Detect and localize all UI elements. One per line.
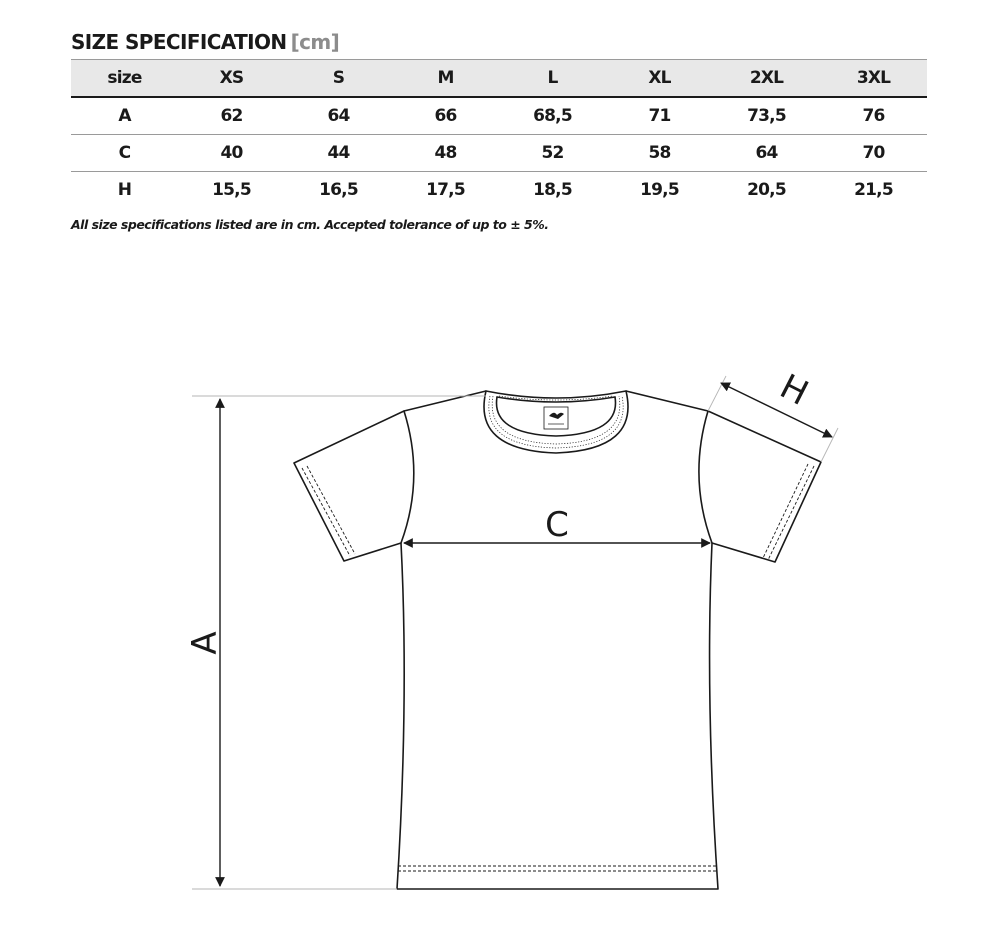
header-cell: XL: [606, 60, 713, 98]
table-cell: 58: [606, 135, 713, 172]
header-cell: 3XL: [820, 60, 927, 98]
table-cell: C: [71, 135, 178, 172]
table-cell: 62: [178, 97, 285, 135]
right-sleeve-stitch: [763, 464, 808, 558]
tolerance-note: All size specifications listed are in cm. Accepted tolerance of up to ± 5%.: [71, 217, 549, 232]
dimension-h-label: H: [773, 366, 815, 414]
header-cell: S: [285, 60, 392, 98]
header-cell: L: [499, 60, 606, 98]
table-cell: 15,5: [212, 180, 251, 200]
table-cell: 68,5: [499, 97, 606, 135]
table-cell: 17,5: [426, 180, 465, 200]
table-cell: 66: [392, 97, 499, 135]
table-cell: 52: [499, 135, 606, 172]
header-cell: 2XL: [713, 60, 820, 98]
header-cell: M: [392, 60, 499, 98]
title-main: SIZE SPECIFICATION: [71, 30, 287, 54]
header-cell: XS: [178, 60, 285, 98]
table-cell: 64: [713, 135, 820, 172]
table-cell: A: [71, 97, 178, 135]
table-cell: 16,5: [319, 180, 358, 200]
table-cell: 19,5: [640, 180, 679, 200]
table-cell: 76: [820, 97, 927, 135]
right-armhole-seam: [699, 411, 712, 543]
left-armhole-seam: [401, 411, 414, 543]
table-cell: 73,5: [713, 97, 820, 135]
table-cell: 18,5: [533, 180, 572, 200]
table-cell: 70: [820, 135, 927, 172]
right-sleeve-stitch: [768, 466, 814, 560]
table-cell: 20,5: [747, 180, 786, 200]
brand-tag-icon: [544, 407, 568, 429]
table-cell: H: [117, 180, 132, 200]
table-cell: 71: [606, 97, 713, 135]
title-unit: [cm]: [290, 30, 340, 54]
table-cell: 64: [285, 97, 392, 135]
dimension-h-line: [721, 383, 832, 437]
table-cell: 40: [178, 135, 285, 172]
h-guide-left: [708, 376, 726, 411]
dimension-a-label: A: [185, 631, 225, 655]
table-cell: 48: [392, 135, 499, 172]
dimension-c-label: C: [545, 505, 569, 545]
tshirt-body-outline: [294, 391, 821, 889]
header-cell: size: [71, 60, 178, 98]
left-sleeve-stitch: [307, 466, 355, 554]
table-cell: 21,5: [854, 180, 893, 200]
left-sleeve-stitch: [302, 468, 350, 556]
table-cell: 44: [285, 135, 392, 172]
